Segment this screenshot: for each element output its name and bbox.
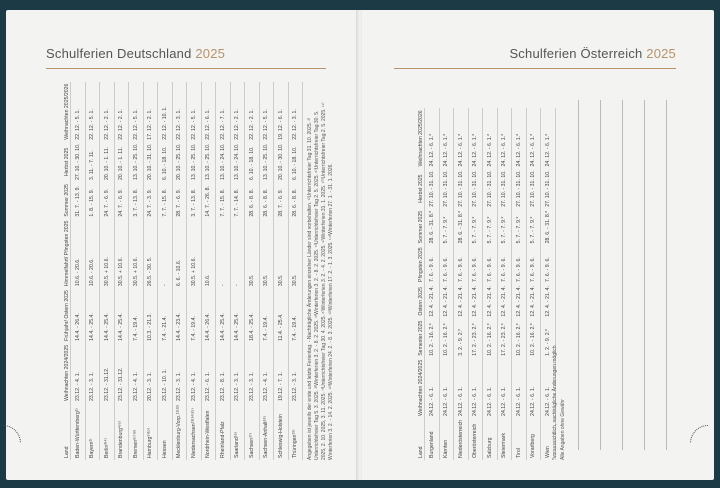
at-date-cell: 24. 12. - 6. 1.* [428, 133, 435, 167]
de-date-cell: 11.4. - 25.4. [277, 313, 284, 341]
at-header-cell: Pfingsten 2025 [417, 247, 424, 283]
at-header-cell: Weihnachten 2025/2026 [417, 110, 424, 167]
at-date-cell: 12. 4. - 21. 4. [443, 286, 450, 317]
de-table-row [230, 82, 245, 460]
at-state-name: Vorarlberg [530, 434, 537, 458]
de-date-cell: 14.4. - 25.4. [103, 313, 110, 341]
de-state-name: Sachsen-Anhalt¹⁸⁾ [263, 416, 270, 458]
at-date-cell: 24.12. - 6. 1. [515, 386, 522, 416]
at-date-cell: 12. 4. - 21. 4. [530, 286, 537, 317]
at-date-cell: 12. 4. - 21. 4. [515, 286, 522, 317]
de-date-cell: 22. 12. - 5. 1. [89, 109, 96, 140]
de-header-cell: Frühjahr/ Ostern 2025 [63, 290, 70, 341]
at-date-cell: 7. 6. - 9. 6. [544, 257, 551, 283]
at-table-row [454, 108, 469, 460]
de-date-cell: 23.12. - 4. 1. [132, 371, 139, 401]
de-date-cell: 30.5. [248, 274, 255, 287]
note-line [644, 100, 645, 450]
de-date-cell: 28. 6. - 8. 8. [263, 188, 270, 217]
title-year: 2025 [195, 46, 226, 61]
at-date-cell: 12. 4. - 21. 4. [472, 286, 479, 317]
de-date-cell: 30.5. [263, 274, 270, 287]
de-date-cell: 7. 7. - 15. 8. [219, 188, 226, 217]
de-date-cell: 13. 10. - 24. 10. [219, 143, 226, 181]
at-date-cell: 5. 7. - 7. 9.* [530, 216, 537, 244]
at-date-cell: 10. 2. - 16. 2.* [443, 323, 450, 356]
at-date-cell: 24. 12. - 6. 1.* [472, 133, 479, 167]
de-header-cell: Weihnachten 2024/2025 [63, 344, 70, 401]
de-date-cell: 22. 12. - 5. 1. [74, 109, 81, 140]
de-header-cell: Land [63, 446, 70, 458]
at-date-cell: 24.12. - 6. 1. [472, 386, 479, 416]
at-date-cell: 27. 10. - 31. 10. [515, 170, 522, 207]
de-date-cell: 13. 10. - 24. 10. [234, 143, 241, 181]
at-state-name: Salzburg [486, 437, 493, 458]
at-date-cell: 7. 6. - 9. 6. [472, 257, 479, 283]
de-table-row [172, 82, 187, 460]
austria-holiday-table-wrapper [394, 90, 604, 460]
at-date-cell: 5. 7. - 7. 9.* [443, 216, 450, 244]
de-header-cell: Himmelfahrt/ Pfingsten 2025 [63, 220, 70, 287]
de-date-cell: 23.12. - 3. 1. [234, 371, 241, 401]
austria-disclaimer: Alle Angaben ohne Gewähr [559, 399, 566, 460]
at-date-cell: 17. 2. - 23. 2.* [501, 323, 508, 356]
de-date-cell: 10.6. - 20.6. [89, 258, 96, 287]
at-header-cell: Herbst 2025 [417, 174, 424, 203]
de-table-row [259, 82, 274, 460]
de-state-name: Hessen [161, 440, 168, 458]
at-date-cell: 27. 10. - 31. 10. [530, 170, 537, 207]
de-date-cell: 14.4. - 26.4. [74, 313, 81, 341]
de-date-cell: 23.12. - 31.12. [118, 367, 125, 401]
de-date-cell: 23.12. - 31.12. [103, 367, 110, 401]
de-table-row [245, 82, 260, 460]
de-date-cell: 22. 12. - 3. 1. [176, 109, 183, 140]
de-date-cell: 23.12. - 4. 1. [74, 371, 81, 401]
de-date-cell: 23.12. - 3. 1. [89, 371, 96, 401]
de-date-cell: 28. 6. - 8. 8. [292, 188, 299, 217]
at-date-cell: 1. 2. - 9. 2.* [544, 328, 551, 356]
de-state-name: Sachsen¹⁷⁾ [248, 432, 255, 458]
de-date-cell: 20. 10. - 1. 11. [118, 146, 125, 181]
at-table-row [512, 108, 527, 460]
at-date-cell: 7. 6. - 9. 6. [443, 257, 450, 283]
at-date-cell: 27. 10. - 31. 10. [544, 170, 551, 207]
de-state-name: Brandenburg⁴⁾⁵⁾ [118, 421, 125, 458]
de-table-row [288, 82, 303, 460]
de-date-cell: 7.4. - 19.4. [132, 316, 139, 341]
de-date-cell: 7.4. - 19.4. [190, 316, 197, 341]
de-table-row [71, 82, 86, 460]
at-date-cell: 7. 6. - 9. 6. [515, 257, 522, 283]
de-date-cell: 7.4. - 21.4. [161, 316, 168, 341]
at-date-cell: 10. 2. - 16. 2.* [486, 323, 493, 356]
at-date-cell: 28. 6. - 31. 8.* [544, 210, 551, 244]
at-date-cell: 17. 2. - 23. 2.* [472, 323, 479, 356]
de-table-row [143, 82, 158, 460]
de-date-cell: 28. 7. - 6. 9. [176, 188, 183, 217]
de-table-row [158, 82, 173, 460]
de-state-name: Berlin³⁾⁴⁾ [103, 438, 110, 458]
de-date-cell: 19.12. - 7. 1. [277, 371, 284, 401]
de-date-cell: 7.4. - 19.4. [263, 316, 270, 341]
de-date-cell: 19. 12. - 6. 1. [277, 109, 284, 140]
at-table-row [425, 108, 440, 460]
de-date-cell: 23.12. - 6. 1. [205, 371, 212, 401]
at-date-cell: 24.12. - 6. 1. [443, 386, 450, 416]
de-date-cell: 30.5. + 10.6. [118, 257, 125, 287]
at-date-cell: 27. 10. - 31. 10. [501, 170, 508, 207]
at-date-cell: 24.12. - 6. 1. [428, 386, 435, 416]
de-date-cell: 30.5. [277, 274, 284, 287]
de-date-cell: 14.4. - 25.4. [234, 313, 241, 341]
title-text: Schulferien Deutschland [46, 46, 192, 61]
de-date-cell: 14.4. - 25.4. [89, 313, 96, 341]
at-date-cell: 5. 7. - 7. 9.* [515, 216, 522, 244]
de-date-cell: 22. 12. - 5. 1. [263, 109, 270, 140]
de-date-cell: 23.12. - 3. 1. [248, 371, 255, 401]
at-state-name: Niederösterreich [457, 419, 464, 458]
de-date-cell: 14. 7. - 26. 8. [205, 186, 212, 217]
at-date-cell: 12. 4. - 21. 4. [544, 286, 551, 317]
de-date-cell: 30.5. + 10.6. [190, 257, 197, 287]
at-date-cell: 10. 2. - 16. 2.* [515, 323, 522, 356]
de-date-cell: 23.12. - 3. 1. [176, 371, 183, 401]
de-date-cell: 10.6. - 20.6. [74, 258, 81, 287]
de-date-cell: 20. 10. - 30. 10. [277, 143, 284, 181]
at-date-cell: 24. 12. - 6. 1.* [443, 133, 450, 167]
de-date-cell: 23.12. - 3. 1. [292, 371, 299, 401]
at-date-cell: 7. 6. - 9. 6. [530, 257, 537, 283]
de-date-cell: - [161, 284, 168, 287]
at-date-cell: 27. 10. - 31. 10. [443, 170, 450, 207]
de-date-cell: 22. 12. - 2. 1. [118, 109, 125, 140]
at-date-cell: 24. 12. - 6. 1.* [515, 133, 522, 167]
page-title-austria [509, 46, 676, 61]
de-date-cell: 13. 10. - 25. 10. [263, 143, 270, 181]
at-date-cell: 28. 6. - 31. 8.* [457, 210, 464, 244]
at-date-cell: 5. 7. - 7. 9.* [472, 216, 479, 244]
de-date-cell: 18.4. - 25.4. [248, 313, 255, 341]
de-date-cell: 23.12. - 4. 1. [190, 371, 197, 401]
de-date-cell: 20. 10. - 31. 10. [147, 143, 154, 181]
at-header-cell: Weihnachten 2024/2025 [417, 359, 424, 416]
de-date-cell: 17. 12. - 2. 1. [147, 109, 154, 140]
at-date-cell: 27. 10. - 31. 10. [457, 170, 464, 207]
at-date-cell: 27. 10. - 31. 10. [428, 170, 435, 207]
de-date-cell: 28. 7. - 6. 9. [277, 188, 284, 217]
de-table-row [216, 82, 231, 460]
at-table-row [526, 108, 541, 460]
de-date-cell: 27. 10. - 30. 10. [74, 143, 81, 181]
at-header-cell: Sommer 2025 [417, 210, 424, 244]
de-date-cell: 7.4. - 19.4. [292, 316, 299, 341]
de-date-cell: 7. 7. - 15. 8. [161, 188, 168, 217]
de-date-cell: - [234, 284, 241, 287]
de-date-cell: 22. 12. - 5. 1. [190, 109, 197, 140]
at-date-cell: 10. 2. - 16. 2.* [530, 323, 537, 356]
at-date-cell: 5. 7. - 7. 9.* [501, 216, 508, 244]
at-date-cell: 12. 4. - 21. 4. [428, 286, 435, 317]
de-state-name: Saarland¹⁶⁾ [234, 432, 241, 458]
de-date-cell: 24. 7. - 3. 9. [147, 188, 154, 217]
de-date-cell: 30.5. + 10.6. [132, 257, 139, 287]
at-state-name: Steiermark [501, 432, 508, 458]
de-date-cell: 23.12. - 10. 1. [161, 368, 168, 401]
de-date-cell: 22. 12. - 5. 1. [132, 109, 139, 140]
de-date-cell: 22. 12. - 7. 1. [219, 109, 226, 140]
de-date-cell: 26.5. - 30. 5. [147, 256, 154, 287]
at-date-cell: 24. 12. - 6. 1.* [501, 133, 508, 167]
de-date-cell: 20.12. - 3. 1. [147, 371, 154, 401]
de-state-name: Bremen⁶⁾⁷⁾⁸⁾ [132, 429, 139, 458]
at-date-cell: 12. 4. - 21. 4. [486, 286, 493, 317]
austria-note: *voraussichtlich, nachträgliche Änderungen möglich [552, 345, 558, 460]
austria-note-wrapper [552, 90, 564, 460]
at-header-cell: Ostern 2025 [417, 287, 424, 316]
de-date-cell: 3. 7. - 13. 8. [190, 188, 197, 217]
de-date-cell: 23.12. - 4. 1. [263, 371, 270, 401]
de-date-cell: 23.12. - 8. 1. [219, 371, 226, 401]
de-date-cell: 22. 12. - 2. 1. [103, 109, 110, 140]
de-state-name: Bayern²⁾ [89, 438, 96, 458]
germany-footnote: Angegeben ist jeweils der erste und letzte Ferientag. - Nachträgliche Änderungen einzelner Länder sind vorbehalten. ¹⁾Unterrichtsfreier Tag 31. 10. 2025. ²⁾Unterrichtsfreier Tag 5. 3. 2025. ³⁾Winterferien 3. 2. - 8. 2. 2025. ⁴⁾Winterferien 3. 2. - 8. 2. 2025. ⁵⁾Unterrichtsfreier Tag 2. 5. 2025. ⁶⁾Unterrichtsfreier Tag 30. 5. 2025, 2. 10. 2025, 3. 11. 2025. ⁷⁾Unterrichtsfreier Tag 30. 4. 2025. ⁸⁾Winterferien 3. 2. - 4. 2. 2025. ⁹⁾Winterferien 31. 1. 2025. ¹⁰⁾Unterrichtsfreier Tag 2. 5. 2025. ¹¹⁾Winterferien 3. 2. - 14. 2. 2025. ¹²⁾Winterferien 24. 2. - 8. 3. 2025. ¹³⁾Winterferien 17. 2. - 1. 3. 2025. ¹⁴⁾Winterferien 27. 1. - 31. 1. 2026. [307, 102, 334, 460]
at-date-cell: 24. 12. - 6. 1.* [486, 133, 493, 167]
de-date-cell: 14.4. - 26.4. [205, 313, 212, 341]
de-table-row [201, 82, 216, 460]
header-rule [46, 68, 326, 69]
at-date-cell: 7. 6. - 9. 6. [486, 257, 493, 283]
at-table-row [468, 108, 483, 460]
de-date-cell: 14.4. - 25.4. [219, 313, 226, 341]
at-date-cell: 7. 6. - 9. 6. [428, 257, 435, 283]
germany-holiday-table [40, 82, 303, 460]
at-date-cell: 7. 6. - 9. 6. [501, 257, 508, 283]
at-state-name: Wien [544, 446, 551, 458]
austria-holiday-table [394, 108, 556, 460]
at-date-cell: 10. 2. - 16. 2.* [428, 323, 435, 356]
de-date-cell: 3. 7. - 13. 8. [132, 188, 139, 217]
de-date-cell: 30.5. + 10.6. [103, 257, 110, 287]
header-rule [394, 68, 676, 69]
at-date-cell: 7. 6. - 9. 6. [457, 257, 464, 283]
at-date-cell: 12. 4. - 21. 4. [501, 286, 508, 317]
de-state-name: Schleswig-Holstein [277, 414, 284, 458]
de-date-cell: 14.4. - 23.4. [176, 313, 183, 341]
de-date-cell: 13. 10. - 25. 10. [190, 143, 197, 181]
de-table-row [114, 82, 129, 460]
de-date-cell: 10.6. [205, 274, 212, 287]
at-date-cell: 24. 12. - 6. 1.* [530, 133, 537, 167]
de-date-cell: 24. 7. - 6. 9. [103, 188, 110, 217]
at-table-row [439, 108, 454, 460]
at-table-row [497, 108, 512, 460]
de-state-name: Niedersachsen¹³⁾¹⁴⁾¹⁵⁾ [190, 408, 197, 458]
de-table-row [187, 82, 202, 460]
de-date-cell: 31. 7. - 13. 9. [74, 186, 81, 217]
at-header-cell: Land [417, 446, 424, 458]
de-date-cell: 6. 10. - 18. 10. [248, 146, 255, 181]
at-date-cell: 27. 10. - 31. 10. [472, 170, 479, 207]
de-date-cell: 10.3. - 21.3. [147, 313, 154, 341]
de-date-cell: 22. 12. - 3. 1. [292, 109, 299, 140]
de-table-row [274, 82, 289, 460]
note-lines [578, 100, 688, 450]
at-date-cell: 3. 2. - 9. 2.* [457, 328, 464, 356]
de-date-cell: 24. 7. - 6. 9. [118, 188, 125, 217]
de-state-name: Hamburg⁹⁾¹⁰⁾ [147, 428, 154, 458]
de-header-cell: Herbst 2025 [63, 147, 70, 177]
note-line [600, 100, 601, 450]
germany-holiday-table-wrapper [40, 83, 334, 460]
at-date-cell: 24. 12. - 6. 1.* [544, 133, 551, 167]
at-date-cell: 24.12. - 6. 1. [486, 386, 493, 416]
note-line [666, 100, 667, 450]
at-date-cell: 24.12. - 6. 1. [544, 386, 551, 416]
at-header-cell: Semester 2025 [417, 320, 424, 356]
at-state-name: Oberösterreich [472, 423, 479, 458]
de-table-row [85, 82, 100, 460]
at-date-cell: 24.12. - 6. 1. [501, 386, 508, 416]
de-date-cell: 1. 8. - 15. 9. [89, 188, 96, 217]
de-date-cell: 22. 12. - 2. 1. [248, 109, 255, 140]
at-state-name: Tirol [515, 448, 522, 458]
de-state-name: Thüringen¹⁹⁾ [292, 429, 299, 458]
de-date-cell: 20. 10. - 1. 11. [103, 146, 110, 181]
de-state-name: Baden-Württemberg¹⁾ [74, 408, 81, 458]
at-date-cell: 24.12. - 6. 1. [530, 386, 537, 416]
at-date-cell: 5. 7. - 7. 9.* [486, 216, 493, 244]
at-table-row [483, 108, 498, 460]
at-date-cell: 24. 12. - 6. 1.* [457, 133, 464, 167]
at-date-cell: 27. 10. - 31. 10. [486, 170, 493, 207]
de-date-cell: - [219, 284, 226, 287]
de-date-cell: 22. 12. - 6. 1. [205, 109, 212, 140]
de-date-cell: 13. 10. - 25. 10. [205, 143, 212, 181]
title-text: Schulferien Österreich [509, 46, 643, 61]
de-date-cell: 14.4. - 25.4. [118, 313, 125, 341]
at-date-cell: 12. 4. - 21. 4. [457, 286, 464, 317]
de-table-row [129, 82, 144, 460]
de-date-cell: 30.5. [292, 274, 299, 287]
de-date-cell: 6. 10. - 18. 10. [161, 146, 168, 181]
note-line [622, 100, 623, 450]
de-date-cell: 7. 7. - 14. 8. [234, 188, 241, 217]
de-state-name: Rheinland-Pfalz [219, 421, 226, 458]
at-state-name: Kärnten [443, 439, 450, 458]
de-date-cell: 20. 10. - 25. 10. [176, 143, 183, 181]
de-date-cell: 3. 11. - 7. 11. [89, 150, 96, 181]
de-table-row [100, 82, 115, 460]
de-date-cell: 22. 12. - 10. 1. [161, 106, 168, 140]
title-year: 2025 [646, 46, 676, 61]
de-date-cell: 28. 6. - 8. 8. [248, 188, 255, 217]
de-header-cell: Weihnachten 2025/2026 [63, 83, 70, 140]
de-state-name: Nordrhein-Westfalen [205, 410, 212, 458]
de-state-name: Mecklenburg-Vorp.¹¹⁾¹²⁾ [176, 405, 183, 458]
at-date-cell: 24.12. - 6. 1. [457, 386, 464, 416]
at-date-cell: 28. 6. - 31. 8.* [428, 210, 435, 244]
at-state-name: Burgenland [428, 431, 435, 458]
de-date-cell: 13. 10. - 25. 10. [132, 143, 139, 181]
note-line [578, 100, 579, 450]
de-date-cell: 6. 6. - 10.6. [176, 259, 183, 287]
de-date-cell: 6. 10. - 18. 10. [292, 146, 299, 181]
de-date-cell: 22. 12. - 2. 1. [234, 109, 241, 140]
de-header-cell: Sommer 2025 [63, 184, 70, 217]
page-title-germany [46, 46, 225, 61]
